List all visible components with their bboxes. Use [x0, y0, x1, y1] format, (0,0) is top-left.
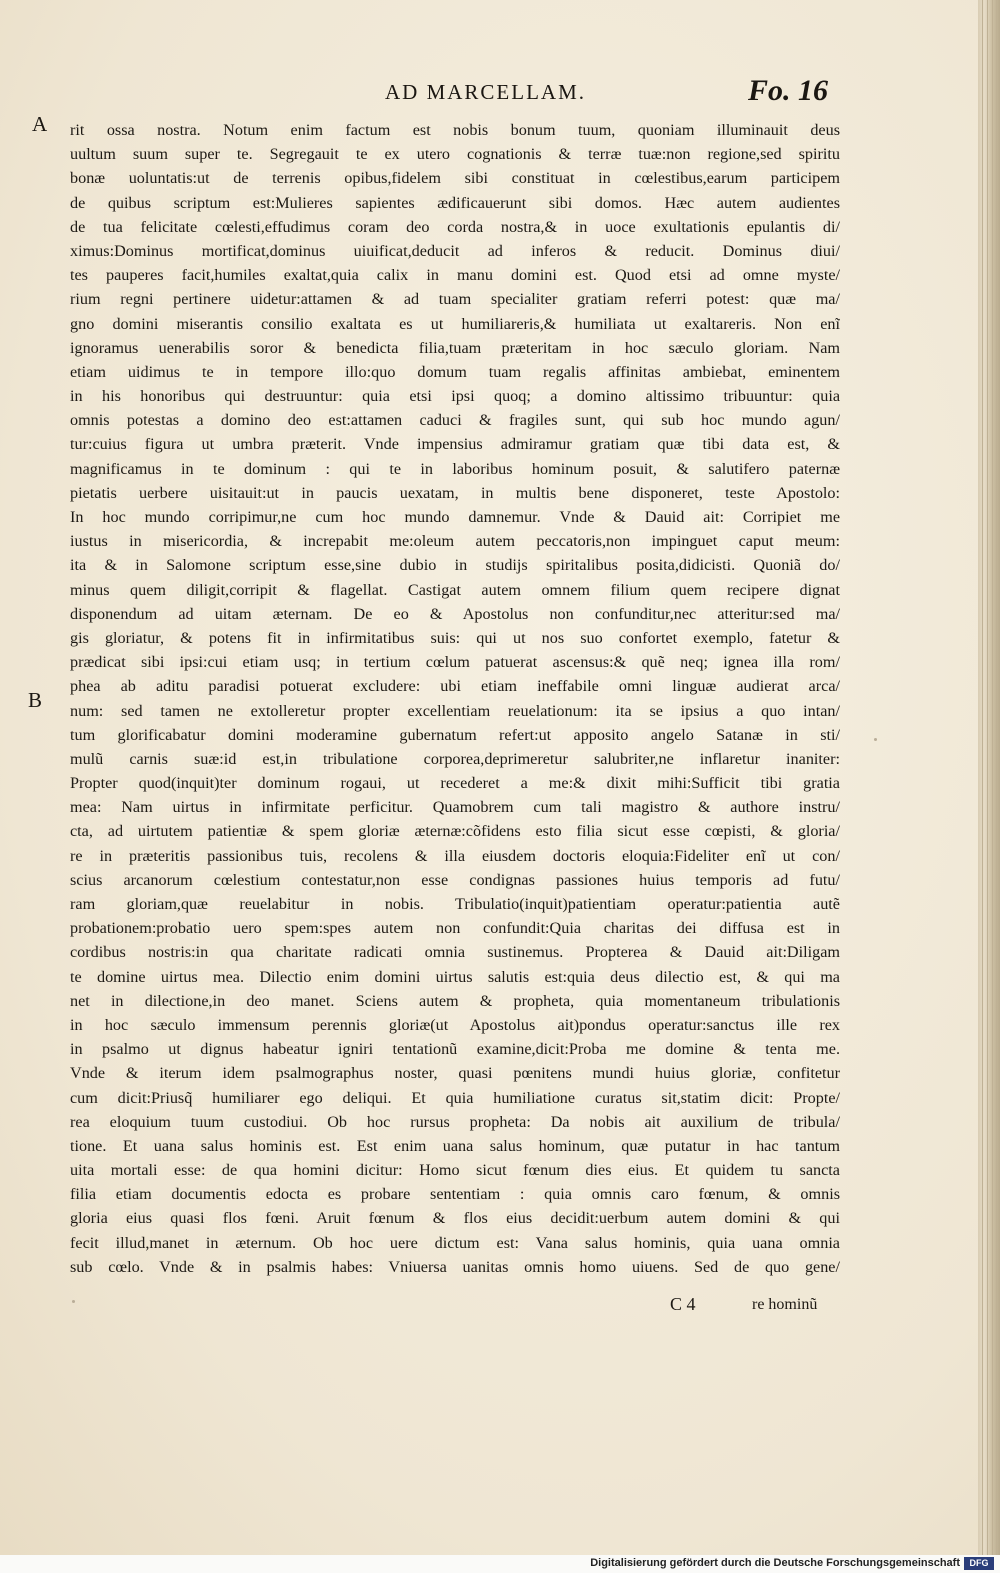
text-line: cta, ad uirtutem patientiæ & spem gloriæ æternæ:cõfidens esto filia sicut esse cœpisti, & gloria/ — [70, 822, 840, 841]
catchword: re hominũ — [752, 1296, 818, 1313]
paper-speck — [72, 1300, 75, 1303]
text-line: magnificamus in te dominum : qui te in laboribus hominum posuit, & salutifero paternæ — [70, 459, 840, 478]
text-line: num: sed tamen ne extolleretur propter excellentiam reuelationum: ita se ipsius a quo intan/ — [70, 701, 840, 720]
text-line: mulũ carnis suæ:id est,in tribulatione corporea,deprimeretur salubriter,ne inflaretur inaniter: — [70, 749, 840, 768]
text-line: te domine uirtus mea. Dilectio enim domini uirtus salutis est:quia deus dilectio est, & qui ma — [70, 967, 840, 986]
text-line: in psalmo ut dignus habeatur igniri tentationũ examine,dicit:Proba me domine & tenta me. — [70, 1040, 840, 1059]
text-line: cordibus nostris:in qua charitate radicati omnia sustinemus. Propterea & Dauid ait:Diligam — [70, 943, 840, 962]
text-line: prædicat sibi ipsi:cui etiam usq; in tertium cœlum patuerat ascensus:& quẽ neq; ignea illa rom/ — [70, 653, 840, 672]
text-line: cum dicit:Priusq̃ humiliarer ego deliqui. Et quia humiliatione curatus sit,statim dicit: Propte/ — [70, 1088, 840, 1107]
text-line: rium regni pertinere uidetur:attamen & ad tuam specialiter gratiam referri potest: quæ ma/ — [70, 290, 840, 309]
text-line: iustus in misericordia, & increpabit me:oleum autem peccatoris,non impinguet caput meum: — [70, 532, 840, 551]
body-text — [70, 118, 840, 1279]
margin-marker-a: A — [32, 112, 48, 136]
text-line: ignoramus uenerabilis soror & benedicta filia,tuam præteritam in hoc sæculo gloriam. Nam — [70, 338, 840, 357]
text-line: Vnde & iterum idem psalmographus noster, quasi pœnitens mundi huius gloriæ, confitetur — [70, 1064, 840, 1083]
text-line: re in præteritis passionibus tuis, recolens & illa eiusdem doctoris eloquia:Fideliter enĩ ut con/ — [70, 846, 840, 865]
text-line: Propter quod(inquit)ter dominum rogaui, ut recederet a me:& dixit mihi:Sufficit tibi gratia — [70, 774, 840, 793]
text-line: minus quem diligit,corripit & flagellat. Castigat autem omnem filium quem recipere dignat — [70, 580, 840, 599]
text-line: gno domini miserantis consilio exaltata es ut humiliareris,& humiliata ut exaltareris. Non enĩ — [70, 314, 840, 333]
text-line: filia etiam documentis edocta es probare sententiam : quia omnis caro fœnum, & omnis — [70, 1185, 840, 1204]
text-line: tes pauperes facit,humiles exaltat,quia calix in manu domini est. Quod etsi ad omne myste/ — [70, 266, 840, 285]
text-line: mea: Nam uirtus in infirmitate perficitur. Quamobrem cum tali magistro & authore instru/ — [70, 798, 840, 817]
page-header — [0, 74, 978, 114]
text-line: ram gloriam,quæ reuelabitur in nobis. Tribulatio(inquit)patientiam operatur:patientia autẽ — [70, 895, 840, 913]
text-line: sub cœlo. Vnde & in psalmis habes: Vniuersa uanitas omnis homo uiuens. Sed de quo gene/ — [70, 1257, 840, 1276]
text-line: etiam uidimus te in tempore illo:quo domum tuam regalis affinitas ambiebat, eminentem — [70, 362, 840, 381]
dfg-logo-icon: DFG — [964, 1557, 994, 1570]
text-line: gloria eius quasi flos fœni. Aruit fœnum & flos eius decidit:uerbum autem domini & qui — [70, 1209, 840, 1228]
paper-speck — [874, 738, 877, 741]
text-line: pietatis uerbere uisitauit:ut in paucis uexatam, in multis bene disponeret, teste Apostolo: — [70, 483, 840, 502]
page-edge — [978, 0, 1000, 1555]
text-line: de tua felicitate cœlesti,effudimus coram deo corda nostra,& in uoce exultationis epulantis di/ — [70, 217, 840, 236]
text-line: rea eloquium tuum custodiui. Ob hoc rursus propheta: Da nobis ait auxilium de tribula/ — [70, 1112, 840, 1131]
text-line: omnis potestas a domino deo est:attamen caduci & fragiles sunt, qui sub hoc mundo agun/ — [70, 411, 840, 430]
text-line: bonæ uoluntatis:ut de terrenis opibus,fidelem sibi constituat in cœlestibus,earum participem — [70, 169, 840, 188]
text-line: in his honoribus qui destruuntur: quia etsi ipsi quoq; a domino altissimo tribuuntur: quia — [70, 387, 840, 406]
text-line: uultum suum super te. Segregauit te ex utero cognationis & terræ tuæ:non regione,sed spiritu — [70, 145, 840, 164]
running-title: AD MARCELLAM. — [385, 80, 587, 104]
text-line: ximus:Dominus mortificat,dominus uiuificat,deducit ad inferos & reducit. Dominus diui/ — [70, 241, 840, 260]
text-line: tum glorificabatur domini moderamine gubernatum refert:ut apposito angelo Satanæ in sti/ — [70, 725, 840, 744]
text-line: de quibus scriptum est:Mulieres sapientes ædificauerunt sibi domos. Hæc autem audientes — [70, 193, 840, 212]
text-line: fecit illud,manet in æternum. Ob hoc uere dictum est: Vana salus hominis, quia uana omnia — [70, 1233, 840, 1252]
text-line: tione. Et uana salus hominis est. Est enim uana salus hominum, quæ putatur in hac tantum — [70, 1136, 840, 1155]
text-line: phea ab aditu paradisi potuerat excludere: ubi etiam ineffabile omni linguæ audierat arca/ — [70, 677, 840, 696]
text-line: rit ossa nostra. Notum enim factum est nobis bonum tuum, quoniam illuminauit deus — [70, 121, 840, 139]
folio-number: Fo. 16 — [748, 74, 829, 107]
margin-marker-b: B — [28, 688, 43, 712]
text-line: probationem:probatio uero spem:spes autem non confundit:Quia charitas dei diffusa est in — [70, 919, 840, 938]
text-line: net in dilectione,in deo manet. Sciens autem & propheta, quia momentaneum tribulationis — [70, 991, 840, 1010]
text-line: in hoc sæculo immensum perennis gloriæ(ut Apostolus ait)pondus operatur:sanctus ille rex — [70, 1015, 840, 1034]
text-line: gis gloriatur, & potens fit in infirmitatibus suis: qui ut nos suo confortet exemplo, fatetur & — [70, 628, 840, 647]
signature-mark: C 4 — [670, 1294, 696, 1314]
text-line: disponendum ad uitam æternam. De eo & Apostolus non confunditur,nec atteritur:sed ma/ — [70, 604, 840, 623]
text-line: tur:cuius figura ut umbra præterit. Vnde impensius admiramur gratiam quæ tibi data est, & — [70, 435, 840, 454]
text-line: ita & in Salomone scriptum esse,sine dubio in studijs spiritalibus posita,didicisti. Quoniã do/ — [70, 556, 840, 575]
text-line: uita mortali esse: de qua homini dicitur: Homo sicut fœnum dies eius. Et quidem tu sancta — [70, 1161, 840, 1180]
funding-credit: Digitalisierung gefördert durch die Deutsche Forschungsgemeinschaft — [590, 1557, 960, 1569]
text-line: scius arcanorum cœlestium contestatur,non esse condignas passiones huius temporis ad futu/ — [70, 870, 840, 889]
text-line: In hoc mundo corripimur,ne cum hoc mundo damnemur. Vnde & Dauid ait: Corripiet me — [70, 508, 840, 526]
